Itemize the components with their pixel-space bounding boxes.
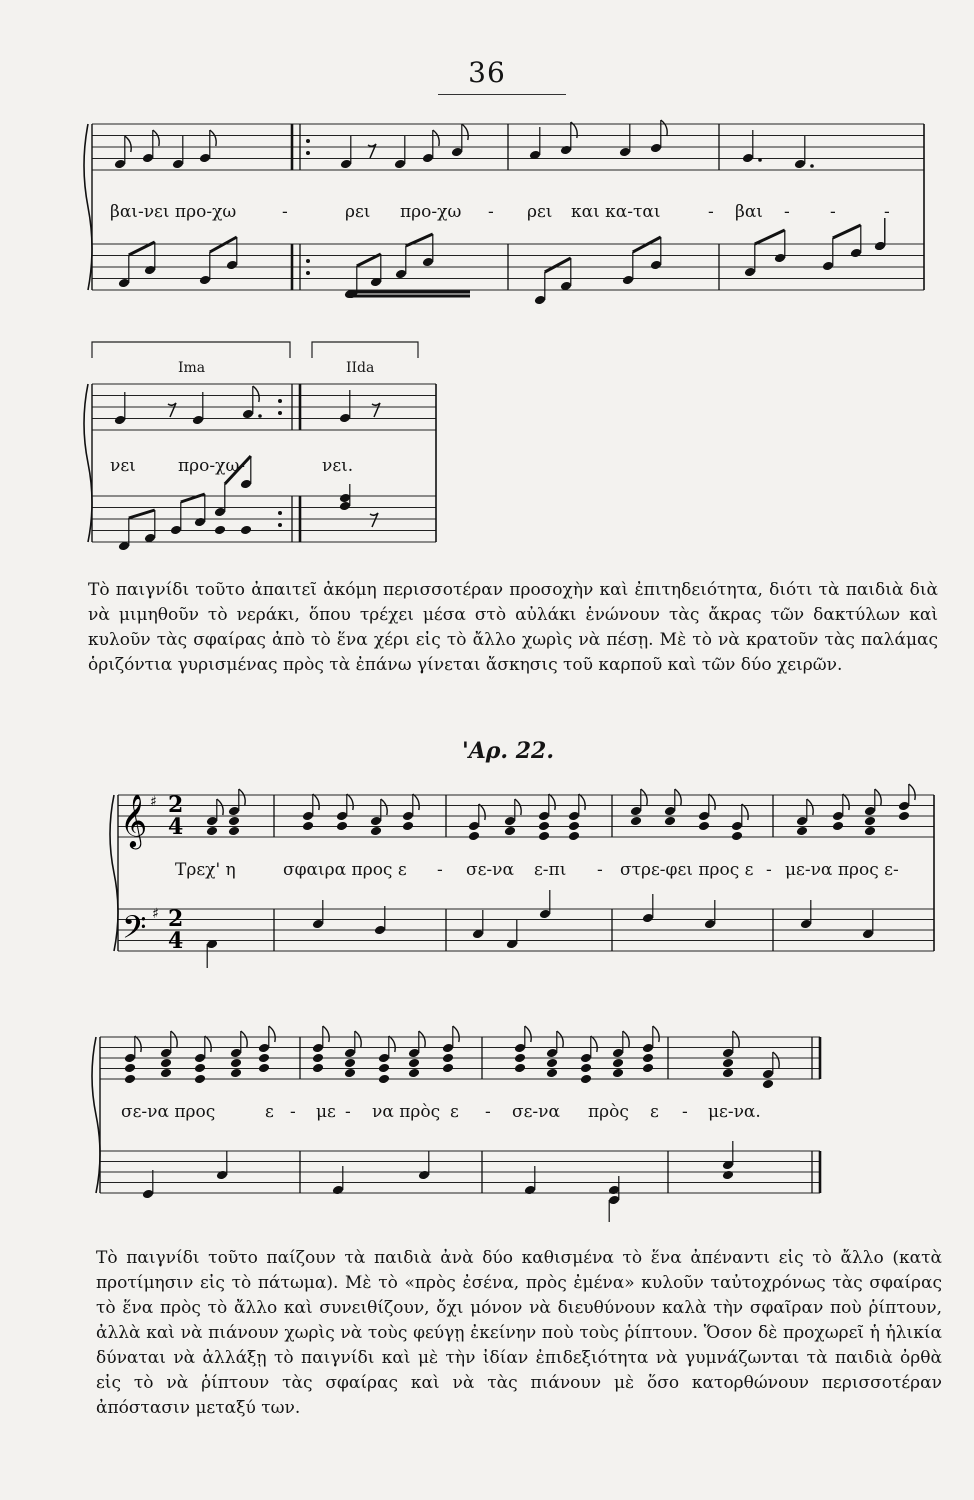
note-flag [641,789,647,805]
lyric-syllable: βαι [735,202,763,222]
chord-note-head [194,1074,206,1085]
chord-note-head [124,1074,136,1085]
lyric-syllable: - [766,860,772,880]
lyric-syllable: και κα-ται [571,202,661,222]
chord-note-head [538,831,550,842]
repeat-dot [306,271,310,275]
eighth-rest [368,144,376,158]
note-beam [833,225,861,238]
eighth-rest [168,403,176,417]
chord-note-head [370,826,382,837]
lyric-syllable: - [830,202,836,222]
note-flag [623,1031,629,1047]
note-flag [453,1026,459,1042]
chord-note-head [568,831,580,842]
lyric-syllable: με-να. [708,1102,761,1122]
note-flag [239,789,245,805]
note-head [722,1170,734,1181]
repeat-dot [306,139,310,143]
chord-note-head [230,1068,242,1079]
lyric-syllable: ρει [345,202,371,222]
chord-note-head [796,826,808,837]
note-flag [269,1026,275,1042]
time-signature-treble-bottom: 4 [168,814,184,840]
chord-note-head [630,816,642,827]
lyric-syllable: σε-να προς [121,1102,216,1122]
chord-note-head [722,1068,734,1079]
repeat-dot [278,411,282,415]
note-flag [381,799,387,815]
chord-note-head [408,1068,420,1079]
note-flag [210,130,216,146]
note-flag [661,120,667,136]
note-flag [733,1031,739,1047]
note-dot [810,164,814,168]
chord-note-head [344,1068,356,1079]
note-flag [875,789,881,805]
repeat-dot [278,511,282,515]
note-flag [135,1036,141,1052]
chord-note-head [580,1074,592,1085]
lyric-syllable: - [345,1102,351,1122]
chord-note-head [206,826,218,837]
note-flag [591,1036,597,1052]
chord-note-head [228,826,240,837]
note-flag [347,794,353,810]
chord-note-head [124,1063,136,1074]
note-dot [758,158,762,162]
lyric-syllable: στρε-φει προς ε [620,860,754,880]
lyric-syllable: με [316,1102,336,1122]
note-flag [742,804,748,820]
note-flag [709,794,715,810]
lyric-syllable: προ-χω- [178,456,246,476]
chord-note-head [546,1068,558,1079]
chord-note-head [194,1063,206,1074]
note-flag [241,1031,247,1047]
lyric-syllable: ε [450,1102,459,1122]
chord-note-head [514,1053,526,1064]
chord-note-head [228,816,240,827]
key-sharp-icon: ♯ [150,794,157,810]
chord-note-head [378,1063,390,1074]
note-beam [755,230,785,244]
lyric-syllable: να πρὸς [372,1102,441,1122]
lyric-syllable: βαι-νει προ-χω [110,202,237,222]
chord-note-head [731,831,743,842]
time-signature-treble-top: 2 [168,792,184,818]
eighth-rest [370,513,378,527]
lyric-syllable: - [597,860,603,880]
note-beam [181,494,205,502]
chord-note-head [538,821,550,832]
chord-note-head [442,1053,454,1064]
note-dot [258,414,262,418]
note-flag [153,130,159,146]
chord-note-head [302,821,314,832]
chord-note-head [258,1053,270,1064]
note-flag [171,1031,177,1047]
chord-note-head [160,1068,172,1079]
chord-note-head [258,1063,270,1074]
chord-note-head [402,821,414,832]
chord-note-head [832,821,844,832]
note-flag [909,784,915,800]
chord-note-head [408,1058,420,1069]
time-signature-bass-bottom: 4 [168,928,184,954]
note-flag [413,794,419,810]
system-brace [92,1037,100,1193]
chord-note-head [442,1063,454,1074]
paragraph-2-text: Τὸ παιγνίδι τοῦτο παίζουν τὰ παιδιὰ ἀνὰ δύο καθισμένα τὸ ἕνα ἀπέναντι εἰς τὸ ἄλλο (κατὰ προτίμησιν εἰς τὸ πάτωμα). Μὲ τὸ «πρὸς ἐσένα, πρὸς ἐμένα» κυλοῦν ταὐτοχρόνως τὰς σφαίρας τὸ ἕνα πρὸς τὸ ἄλλο καὶ συνειθίζουν, ὄχι μόνον νὰ διευθύνουν καλὰ τὴν σφαῖραν ποὺ ῥίπτουν, ἀλλὰ καὶ νὰ πιάνουν χωρὶς νὰ τοὺς φεύγῃ ἐκείνην ποὺ τοὺς ῥίπτουν. Ὅσον δὲ προχωρεῖ ἡ ἡλικία δύναται νὰ ἀλλάξῃ τὸ παιγνίδι καὶ μὲ τὴν ἰδίαν ἐπιδεξιότητα νὰ γυμνάζωνται τὰ παιδιὰ ὀρθὰ εἰς τὸ νὰ ῥίπτουν τὰς σφαίρας καὶ νὰ τὰς πιάνουν μὲ ὅσο κατορθώνουν περισσοτέραν ἀπόστασιν μεταξύ των. [96,1248,942,1418]
note-flag [653,1026,659,1042]
note-flag [205,1036,211,1052]
note-flag [323,1026,329,1042]
lyric-syllable: ε-πι [534,860,567,880]
chord-note-head [580,1063,592,1074]
lyric-syllable: προ-χω [400,202,462,222]
treble-clef-icon: 𝄞 [120,793,148,847]
chord-note-head [762,1079,774,1090]
note-head [214,525,226,536]
lyric-syllable: - [708,202,714,222]
note-flag [419,1031,425,1047]
repeat-dot [306,259,310,263]
clefs [120,793,159,953]
chord-note-head [642,1063,654,1074]
lyric-syllable: - [437,860,443,880]
repeat-dot [278,399,282,403]
chord-note-head [160,1058,172,1069]
chord-note-head [504,826,516,837]
lyric-syllable: - [485,1102,491,1122]
note-flag [773,1052,779,1068]
lyric-syllable: ε [265,1102,274,1122]
chord-note-head [378,1074,390,1085]
lyric-syllable: - [784,202,790,222]
lyric-syllable: ε [650,1102,659,1122]
lyric-syllable: σε-να [512,1102,560,1122]
lyric-syllable: - [290,1102,296,1122]
time-signature-bass-top: 2 [168,906,184,932]
note-flag [217,799,223,815]
eighth-rest [372,403,380,417]
paragraph-2 [96,1246,942,1421]
chord-note-head [664,816,676,827]
note-flag [125,136,131,152]
key-sharp-icon: ♯ [152,906,159,922]
note-flag [433,130,439,146]
note-flag [462,124,468,140]
note-flag [313,794,319,810]
note-flag [579,794,585,810]
chord-note-head [568,821,580,832]
exercise-heading: 'Αρ. 22. [462,738,555,764]
lyric-syllable: νει. [322,456,354,476]
paragraph-1-text: Τὸ παιγνίδι τοῦτο ἀπαιτεῖ ἀκόμη περισσοτέραν προσοχὴν καὶ ἐπιτηδειότητα, διότι τὰ παιδιὰ διὰ νὰ μιμηθοῦν τὸ νεράκι, ὅπου τρέχει μέσα στὸ αὐλάκι ἑνώνουν τὰς ἄκρας τῶν δακτύλων καὶ κυλοῦν τὰς σφαίρας ἀπὸ τὸ ἕνα χέρι εἰς τὸ ἄλλο χωρὶς νὰ πέσῃ. Μὲ τὸ νὰ κρατοῦν τὰς παλάμας ὁριζόντια γυρισμένας πρὸς τὰ ἐπάνω γίνεται ἄσκησις τοῦ καρποῦ καὶ τῶν δύο χειρῶν. [88,580,938,675]
note-head [240,525,252,536]
note-flag [479,804,485,820]
lyric-syllable: πρὸς [588,1102,629,1122]
page-number: 36 [468,56,506,89]
repeat-dot [306,151,310,155]
volta-brackets [92,342,418,358]
chord-note-head [312,1063,324,1074]
chord-note-head [344,1058,356,1069]
note-flag [253,386,259,402]
note-flag [525,1026,531,1042]
lyric-syllable: - [884,202,890,222]
note-flag [675,789,681,805]
lyric-syllable: με-να προς ε- [785,860,899,880]
paragraph-1 [88,578,938,678]
chord-note-head [864,826,876,837]
note-beam [129,510,155,518]
note-flag [549,794,555,810]
chord-note-head [698,821,710,832]
chord-note-head [468,831,480,842]
note-flag [557,1031,563,1047]
chord-note-head [612,1068,624,1079]
note-flag [389,1036,395,1052]
repeat-dot [278,523,282,527]
lyric-syllable: ρει [527,202,553,222]
lyric-syllable: σφαιρα προς ε [283,860,407,880]
system-brace [84,124,92,290]
bass-clef-icon: 𝄢 [122,909,147,953]
chord-note-head [864,816,876,827]
chord-note-head [612,1058,624,1069]
note-flag [355,1031,361,1047]
lyric-syllable: - [488,202,494,222]
system-brace [110,795,118,951]
chord-note-head [898,811,910,822]
lyric-syllable: Τρεχ' η [175,860,236,880]
volta-label-second: IIda [346,360,375,376]
note-flag [515,799,521,815]
note-beam [545,258,571,272]
chord-note-head [230,1058,242,1069]
lyric-syllable: - [282,202,288,222]
lyric-syllable: σε-να [466,860,514,880]
chord-note-head [312,1053,324,1064]
chord-note-head [546,1058,558,1069]
lyric-syllable: - [682,1102,688,1122]
chord-note-head [514,1063,526,1074]
chord-note-head [722,1058,734,1069]
system-brace [84,384,92,542]
note-flag [807,799,813,815]
volta-label-first: Ima [178,360,206,376]
note-flag [843,794,849,810]
lyric-syllable: νει [110,456,136,476]
chord-note-head [642,1053,654,1064]
chord-note-head [336,821,348,832]
